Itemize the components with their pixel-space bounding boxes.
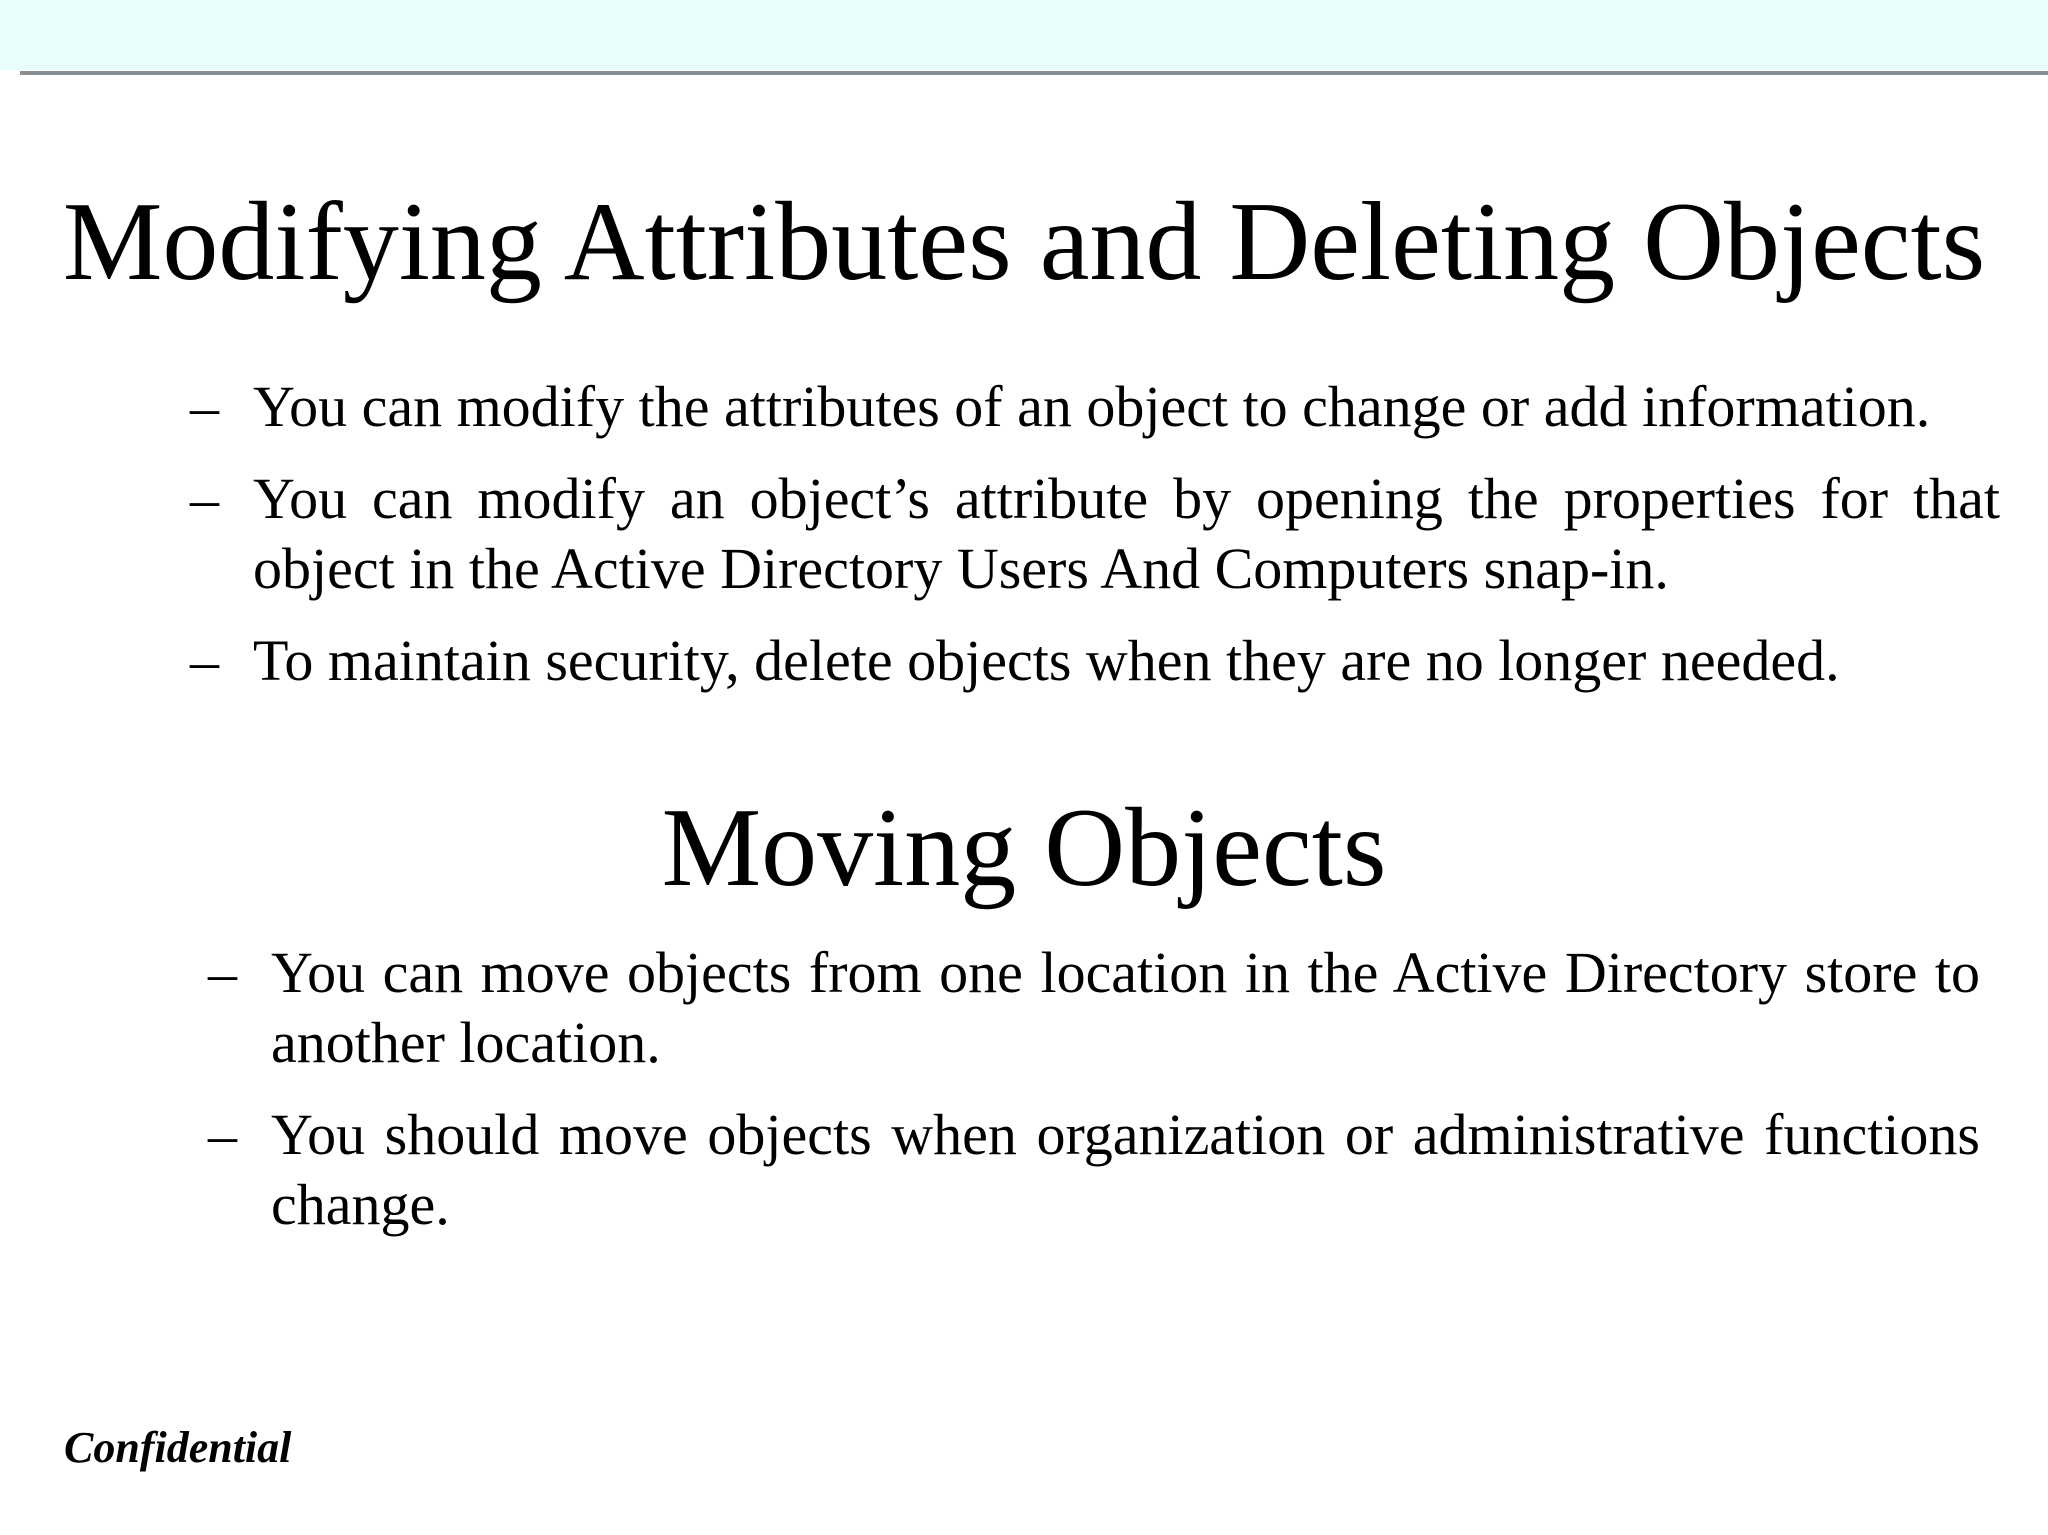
bullet-item [190, 626, 2000, 696]
bullet-dash-icon: – [190, 466, 219, 531]
bullet-dash-icon: – [190, 628, 219, 693]
bullet-dash-icon: – [208, 1102, 237, 1167]
bullet-list-moving [208, 938, 1980, 1262]
bullet-item [190, 372, 2000, 442]
bullet-dash-icon: – [208, 940, 237, 1005]
header-divider [20, 71, 2048, 75]
bullet-text: You should move objects when organization or administrative functions change. [271, 1102, 1980, 1237]
footer-confidential: Confidential [64, 1423, 292, 1472]
header-band [0, 0, 2048, 70]
bullet-text: You can modify an object’s attribute by opening the properties for that object in the Active Directory Users And Computers snap-in. [253, 466, 2000, 601]
bullet-item [208, 938, 1980, 1078]
section-title: Moving Objects [661, 786, 1387, 910]
bullet-text: To maintain security, delete objects when they are no longer needed. [253, 628, 1840, 693]
bullet-text: You can move objects from one location in the Active Directory store to another location. [271, 940, 1980, 1075]
bullet-item [208, 1100, 1980, 1240]
slide-title: Modifying Attributes and Deleting Objects [62, 180, 1986, 304]
bullet-text: You can modify the attributes of an object to change or add information. [253, 374, 1931, 439]
bullet-item [190, 464, 2000, 604]
bullet-dash-icon: – [190, 374, 219, 439]
bullet-list-modifying [190, 372, 2000, 718]
